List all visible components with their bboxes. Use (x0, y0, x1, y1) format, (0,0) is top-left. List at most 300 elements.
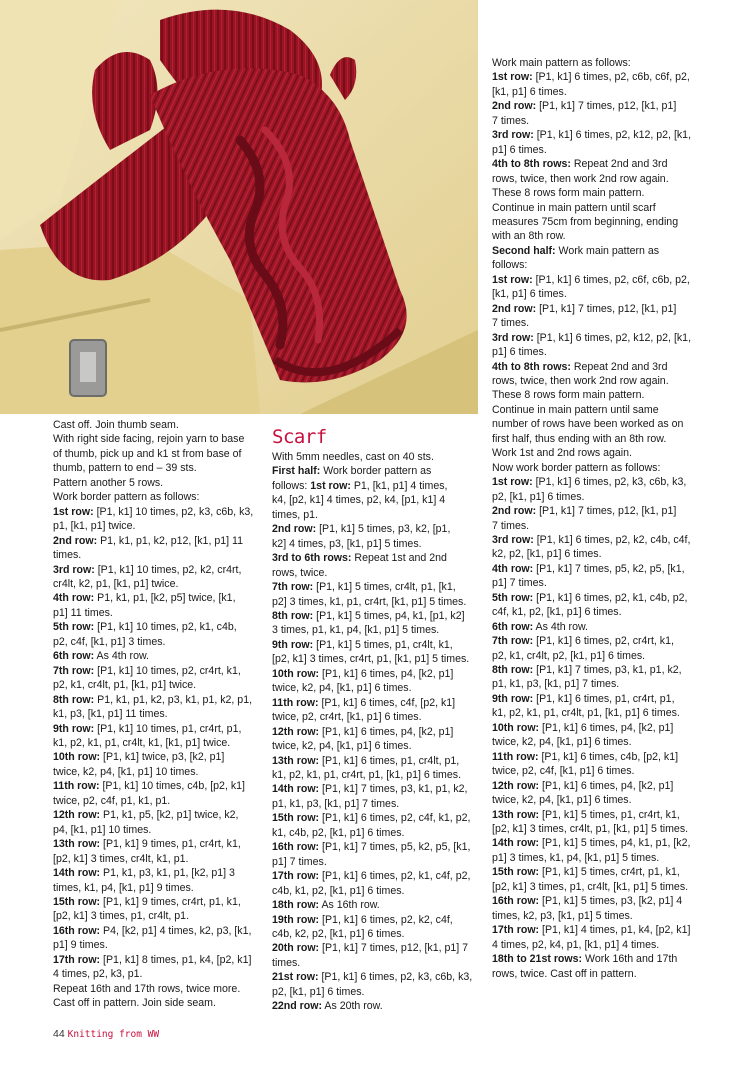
mittens-illustration (0, 0, 478, 414)
instruction-text: Continue in main pattern until same (492, 403, 659, 416)
text-line (272, 840, 482, 854)
text-line (492, 475, 702, 489)
row-label: 18th to 21st rows: (492, 953, 583, 966)
text-line (492, 432, 702, 446)
instruction-text: [P1, k1] 6 times, p4, [k2, p1] (319, 667, 454, 680)
instruction-text: [P1, k1] 7 times, p12, [k1, p1] (536, 100, 677, 113)
text-line (53, 938, 265, 952)
text-line (492, 143, 702, 157)
text-line (492, 504, 702, 518)
instruction-text: 7 times. (492, 519, 530, 532)
text-line (492, 779, 702, 793)
text-line (53, 953, 265, 967)
text-line (53, 765, 265, 779)
instruction-text: Work border pattern as (320, 465, 432, 478)
text-line (53, 620, 265, 634)
instruction-text: As 20th row. (322, 1000, 383, 1013)
instruction-text: Repeat 2nd and 3rd (570, 158, 668, 171)
row-label: 12th row: (492, 779, 540, 792)
text-line (492, 562, 702, 576)
text-line (492, 706, 702, 720)
text-line (272, 667, 482, 681)
text-line (492, 244, 702, 258)
instruction-text: [P1, k1] 10 times, p1, cr4rt, p1, (94, 722, 242, 735)
text-line (272, 826, 482, 840)
text-line (492, 938, 702, 952)
row-label: 2nd row: (53, 534, 98, 547)
instruction-text: k2] 4 times, p3, [k1, p1] 5 times. (272, 537, 422, 550)
row-label: 15th row: (53, 895, 101, 908)
text-line (272, 566, 482, 580)
text-line (492, 967, 702, 981)
instruction-text: Work 1st and 2nd rows again. (492, 447, 632, 460)
text-line (272, 493, 482, 507)
row-label: 19th row: (272, 913, 320, 926)
row-label: 9th row: (272, 638, 314, 651)
text-line (272, 970, 482, 984)
text-line (53, 693, 265, 707)
row-label: 2nd row: (492, 302, 537, 315)
row-label: 17th row: (492, 924, 540, 937)
instruction-text: [P1, k1] 10 times, p2, k2, cr4rt, (94, 563, 242, 576)
instruction-text: Work 16th and 17th (582, 953, 678, 966)
row-label: 1st row: (492, 71, 533, 84)
text-line (492, 85, 702, 99)
text-line (53, 881, 265, 895)
instruction-text: Repeat 1st and 2nd (351, 552, 447, 565)
row-label: 3rd row: (492, 129, 534, 142)
instruction-text: measures 75cm from beginning, ending (492, 215, 679, 228)
scarf-heading: Scarf (272, 426, 327, 448)
text-line (492, 735, 702, 749)
text-line (492, 894, 702, 908)
instruction-text: k1, p2, k1, p1, cr4lt, p1, [k1, p1] 6 times. (492, 707, 680, 720)
row-label: 1st row: (53, 505, 94, 518)
instruction-text: [p2, k1] 3 times, cr4lt, p1, [k1, p1] 5 times. (492, 823, 689, 836)
row-label: 11th row: (492, 750, 539, 763)
text-line (492, 533, 702, 547)
instruction-text: twice, k2, p4, [k1, p1] 6 times. (272, 682, 412, 695)
text-line (492, 388, 702, 402)
text-line (272, 537, 482, 551)
text-line (492, 70, 702, 84)
text-line (492, 114, 702, 128)
text-line (53, 534, 265, 548)
instruction-text: [p2, k1] 3 times, cr4lt, k1, p1. (53, 852, 189, 865)
instruction-text: P1, [k1, p1] 4 times, (350, 479, 448, 492)
row-label: 15th row: (272, 812, 320, 825)
row-label: 3rd row: (492, 533, 534, 546)
scarf-instructions (272, 450, 482, 1014)
row-label: 5th row: (492, 591, 534, 604)
text-line (492, 519, 702, 533)
instruction-text: As 4th row. (533, 620, 588, 633)
text-line (492, 157, 702, 171)
row-label: 3rd to 6th rows: (272, 552, 352, 565)
instruction-text: p2, c4f, [k1, p1] 3 times. (53, 635, 166, 648)
row-label: 9th row: (492, 692, 534, 705)
instruction-text: [P1, k1] 8 times, p1, k4, [p2, k1] (100, 953, 252, 966)
row-label: 5th row: (53, 621, 95, 634)
text-line (492, 446, 702, 460)
instruction-text: [P1, k1] 5 times, cr4rt, p1, k1, (539, 866, 680, 879)
text-line (492, 808, 702, 822)
text-line (53, 794, 265, 808)
instruction-text: [P1, k1] 5 times, p1, cr4lt, k1, (313, 638, 453, 651)
instruction-text: [P1, k1] 5 times, cr4lt, p1, [k1, (313, 581, 456, 594)
instruction-text: 7 times. (492, 317, 530, 330)
instruction-text: [P1, k1] 6 times, p1, cr4rt, p1, (533, 692, 675, 705)
instruction-text: As 16th row. (319, 899, 380, 912)
text-line (53, 649, 265, 663)
instruction-text: times, p1. (272, 508, 318, 521)
row-label: 4th to 8th rows: (492, 158, 571, 171)
text-line (53, 722, 265, 736)
row-label: 2nd row: (492, 100, 537, 113)
text-line (53, 418, 265, 432)
text-line (492, 851, 702, 865)
text-line (272, 725, 482, 739)
instruction-text: [k1, p1] 6 times. (492, 85, 567, 98)
text-column-2 (272, 425, 482, 1014)
text-line (492, 865, 702, 879)
instruction-text: [P1, k1] 6 times, p2, c6b, c6f, p2, (532, 71, 690, 84)
instruction-text: [P1, k1] 6 times, p2, cr4rt, k1, (533, 635, 674, 648)
text-line (272, 768, 482, 782)
row-label: 7th row: (272, 581, 314, 594)
publication-name: Knitting from WW (67, 1029, 160, 1040)
row-label: 2nd row: (492, 505, 537, 518)
text-line (53, 519, 265, 533)
row-label: 3rd row: (492, 331, 534, 344)
text-line (272, 884, 482, 898)
row-label: 4th to 8th rows: (492, 360, 571, 373)
instruction-text: [P1, k1] 4 times, p1, k4, [p2, k1] (539, 924, 691, 937)
instruction-text: Cast off in pattern. Join side seam. (53, 997, 216, 1010)
instruction-text: with an 8th row. (492, 230, 566, 243)
instruction-text: 4 times, p2, k3, p1. (53, 968, 143, 981)
text-line (53, 476, 265, 490)
instruction-text: times, k1, p4, [k1, p1] 9 times. (53, 881, 194, 894)
instruction-text: p1] 7 times. (272, 855, 327, 868)
instruction-text: number of rows have been worked as on (492, 418, 684, 431)
instruction-text: follows: (492, 259, 528, 272)
instruction-text: follows: (272, 479, 311, 492)
instruction-text: [P1, k1] 7 times, p3, k1, p1, k2, (319, 783, 468, 796)
instruction-text: With 5mm needles, cast on 40 sts. (272, 451, 434, 463)
row-label: Second half: (492, 244, 556, 257)
row-label: 12th row: (272, 725, 320, 738)
text-line (53, 852, 265, 866)
instruction-text: [P1, k1] 6 times, p2, k2, c4b, c4f, (533, 533, 691, 546)
instruction-text: [p2, k1] 3 times, p1, cr4lt, [k1, p1] 5 times. (492, 880, 689, 893)
instruction-text: p1] 6 times. (492, 346, 547, 359)
row-label: 8th row: (492, 664, 534, 677)
row-label: 11th row: (272, 696, 319, 709)
text-line (53, 678, 265, 692)
instruction-text: [P1, k1] 7 times, p3, k1, p1, k2, (533, 664, 682, 677)
row-label: 16th row: (53, 924, 101, 937)
instruction-text: [P1, k1] 6 times, p2, k1, c4b, p2, (533, 591, 688, 604)
instruction-text: c4b, k2, p2, [k1, p1] 6 times. (272, 927, 405, 940)
text-line (272, 551, 482, 565)
instruction-text: p1] 11 times. (53, 606, 113, 619)
text-line (272, 739, 482, 753)
instruction-text: k1, p2, k1, p1, cr4lt, k1, [k1, p1] twice. (53, 736, 231, 749)
instruction-text: [P1, k1] 6 times, p1, cr4lt, p1, (319, 754, 460, 767)
text-line (492, 547, 702, 561)
instruction-text: twice, k2, p4, [k1, p1] 6 times. (492, 794, 632, 807)
text-line (492, 692, 702, 706)
instruction-text: [p2, k1] 3 times, p1, cr4lt, p1. (53, 910, 190, 923)
instruction-text: [P1, k1] 6 times, p4, [k2, p1] (319, 725, 454, 738)
text-line (272, 580, 482, 594)
text-line (272, 869, 482, 883)
instruction-text: [P1, k1] 6 times, p2, c6f, c6b, p2, (532, 273, 690, 286)
instruction-text: rows, twice. (272, 566, 328, 579)
instruction-text: P4, [k2, p1] 4 times, k2, p3, [k1, (100, 924, 252, 937)
instruction-text: [P1, k1] 6 times, c4b, [p2, k1] (538, 750, 679, 763)
instruction-text: p2, k1, cr4lt, p1, [k1, p1] twice. (53, 679, 197, 692)
instruction-text: k1, c4b, p2, [k1, p1] 6 times. (272, 826, 405, 839)
instruction-text: k1, p2, k1, p1, cr4rt, p1, [k1, p1] 6 times. (272, 768, 462, 781)
row-label: 16th row: (272, 841, 320, 854)
row-label: 3rd row: (53, 563, 95, 576)
text-line (272, 855, 482, 869)
row-label: 21st row: (272, 971, 319, 984)
text-line (492, 316, 702, 330)
text-line (53, 779, 265, 793)
text-line (272, 956, 482, 970)
text-line (53, 563, 265, 577)
text-line (492, 649, 702, 663)
instruction-text: [P1, k1] 7 times, p12, [k1, p1] (536, 505, 677, 518)
row-label: 15th row: (492, 866, 540, 879)
instruction-text: p1, [k1, p1] twice. (53, 520, 136, 533)
text-line (492, 374, 702, 388)
instruction-text: [P1, k1] 5 times, p4, k1, [p1, k2] (313, 609, 465, 622)
instruction-text: [P1, k1] 6 times, p2, k12, p2, [k1, (533, 129, 692, 142)
instruction-text: twice, k2, p4, [k1, p1] 6 times. (492, 736, 632, 749)
text-line (272, 609, 482, 623)
row-label: 4th row: (492, 562, 534, 575)
instruction-text: 7 times. (492, 114, 530, 127)
instruction-text: p1] 9 times. (53, 939, 108, 952)
instruction-text: rows, twice, then work 2nd row again. (492, 172, 669, 185)
instruction-text: twice, p2, cr4rt, [k1, p1] 6 times. (272, 711, 422, 724)
text-line (492, 721, 702, 735)
row-label: 17th row: (272, 870, 320, 883)
text-line (272, 623, 482, 637)
instruction-text: [P1, k1] 6 times, p2, c4f, k1, p2, (319, 812, 471, 825)
text-line (492, 273, 702, 287)
text-line (492, 287, 702, 301)
instruction-text: twice, k2, p4, [k1, p1] 6 times. (272, 740, 412, 753)
instruction-text: c4b, k1, p2, [k1, p1] 6 times. (272, 884, 405, 897)
row-label: 12th row: (53, 809, 101, 822)
text-line (492, 345, 702, 359)
text-line (492, 258, 702, 272)
text-line (53, 837, 265, 851)
instruction-text: P1, k1, p5, [k2, p1] twice, k2, (100, 809, 239, 822)
instruction-text: [P1, k1] 5 times, p4, k1, p1, [k2, (539, 837, 691, 850)
row-label: 7th row: (53, 664, 95, 677)
instruction-text: [P1, k1] 6 times, p4, [k2, p1] (539, 779, 674, 792)
instruction-text: [P1, k1] 7 times, p12, [k1, p1] (536, 302, 677, 315)
row-label: 14th row: (53, 867, 101, 880)
row-label: 22nd row: (272, 1000, 323, 1013)
text-line (492, 229, 702, 243)
instruction-text: Repeat 16th and 17th rows, twice more. (53, 982, 241, 995)
text-line (272, 464, 482, 478)
instruction-text: P1, k1, p1, [k2, p5] twice, [k1, (94, 592, 236, 605)
text-line (272, 638, 482, 652)
instruction-text: times. (272, 956, 301, 969)
text-line (53, 823, 265, 837)
text-line (492, 605, 702, 619)
row-label: 18th row: (272, 899, 320, 912)
instruction-text: twice, p2, c4f, [k1, p1] 6 times. (492, 765, 635, 778)
text-line (53, 967, 265, 981)
text-line (53, 982, 265, 996)
instruction-text: P1, k1, p3, k1, p1, [k2, p1] 3 (100, 867, 235, 880)
knitted-mittens-photo (0, 0, 478, 414)
instruction-text: p1] 7 times. (492, 577, 547, 590)
instruction-text: [P1, k1] 10 times, p2, cr4rt, k1, (94, 664, 241, 677)
text-line (272, 927, 482, 941)
text-line (272, 782, 482, 796)
text-line (272, 508, 482, 522)
instruction-text: These 8 rows form main pattern. (492, 389, 645, 402)
row-label: 4th row: (53, 592, 95, 605)
row-label: 13th row: (272, 754, 320, 767)
text-line (272, 985, 482, 999)
instruction-text: k4, [p2, k1] 4 times, p2, k4, [p1, k1] 4 (272, 494, 446, 507)
text-line (272, 479, 482, 493)
text-line (272, 999, 482, 1013)
instruction-text: of thumb, pick up and k1 st from base of (53, 447, 242, 460)
text-line (492, 576, 702, 590)
text-column-1 (53, 418, 265, 1011)
text-line (492, 186, 702, 200)
instruction-text: twice, k2, p4, [k1, p1] 10 times. (53, 765, 199, 778)
row-label: 8th row: (272, 609, 314, 622)
text-line (53, 750, 265, 764)
text-line (492, 822, 702, 836)
instruction-text: p2, [k1, p1] 6 times. (272, 985, 365, 998)
text-line (492, 172, 702, 186)
row-label: 10th row: (492, 721, 540, 734)
text-line (272, 710, 482, 724)
instruction-text: Pattern another 5 rows. (53, 476, 164, 489)
instruction-text: [P1, k1] 6 times, p2, k2, c4f, (319, 913, 453, 926)
text-line (53, 591, 265, 605)
page-number: 44 (53, 1028, 65, 1040)
text-line (272, 913, 482, 927)
instruction-text: times, k2, p3, [k1, p1] 5 times. (492, 909, 633, 922)
instruction-text: As 4th row. (94, 650, 149, 663)
text-line (53, 606, 265, 620)
row-label: 14th row: (492, 837, 540, 850)
text-line (272, 898, 482, 912)
row-label: 2nd row: (272, 523, 317, 536)
text-line (492, 880, 702, 894)
text-line (492, 750, 702, 764)
instruction-text: [P1, k1] 6 times, c4f, [p2, k1] (318, 696, 456, 709)
instruction-text: first half, thus ending with an 8th row. (492, 432, 667, 445)
instruction-text: [P1, k1] twice, p3, [k2, p1] (100, 751, 225, 764)
row-label: 1st row: (492, 476, 533, 489)
text-line (272, 450, 482, 464)
text-line (272, 681, 482, 695)
text-line (53, 505, 265, 519)
instruction-text: Now work border pattern as follows: (492, 461, 661, 474)
text-line (53, 577, 265, 591)
instruction-text: k2, p2, [k1, p1] 6 times. (492, 548, 602, 561)
row-label: 1st row: (492, 273, 533, 286)
instruction-text: p1, k1, p3, [k1, p1] 7 times. (492, 678, 620, 691)
text-line (272, 797, 482, 811)
text-line (492, 909, 702, 923)
text-line (492, 128, 702, 142)
instruction-text: [P1, k1] 10 times, p2, k3, c6b, k3, (93, 505, 254, 518)
row-label: 17th row: (53, 953, 101, 966)
text-line (492, 56, 702, 70)
text-line (492, 620, 702, 634)
text-line (272, 811, 482, 825)
text-line (53, 924, 265, 938)
text-line (53, 707, 265, 721)
instruction-text: c4f, k1, p2, [k1, p1] 6 times. (492, 606, 622, 619)
row-label: 7th row: (492, 635, 534, 648)
text-line (492, 836, 702, 850)
instruction-text: P1, k1, p1, k2, p3, k1, p1, k2, p1, (94, 693, 253, 706)
text-line (53, 548, 265, 562)
instruction-text: [P1, k1] 6 times, p2, k3, c6b, k3, (318, 971, 473, 984)
instruction-text: P1, k1, p1, k2, p12, [k1, p1] 11 (97, 534, 243, 547)
instruction-text: [P1, k1] 6 times, p4, [k2, p1] (539, 721, 674, 734)
text-line (492, 302, 702, 316)
instruction-text: [P1, k1] 5 times, p3, k2, [p1, (316, 523, 451, 536)
row-label: 14th row: (272, 783, 320, 796)
row-label: 1st row: (310, 479, 351, 492)
text-line (53, 866, 265, 880)
text-line (53, 664, 265, 678)
instruction-text: Repeat 2nd and 3rd (570, 360, 668, 373)
instruction-text: p1] 6 times. (492, 143, 547, 156)
text-line (53, 736, 265, 750)
instruction-text: [P1, k1] 7 times, p5, k2, p5, [k1, (319, 841, 471, 854)
text-line (53, 996, 265, 1010)
text-line (492, 461, 702, 475)
text-line (53, 432, 265, 446)
instruction-text: [P1, k1] 5 times, p1, cr4rt, k1, (539, 808, 680, 821)
row-label: 11th row: (53, 780, 100, 793)
instruction-text: 3 times, p1, k1, p4, [k1, p1] 5 times. (272, 624, 440, 637)
row-label: 13th row: (492, 808, 540, 821)
instruction-text: [P1, k1] 9 times, p1, cr4rt, k1, (100, 838, 241, 851)
text-line (492, 677, 702, 691)
instruction-text: [p2, k1] 3 times, cr4rt, p1, [k1, p1] 5 times. (272, 653, 470, 666)
instruction-text: [P1, k1] 7 times, p5, k2, p5, [k1, (533, 562, 685, 575)
text-line (492, 99, 702, 113)
text-line (492, 663, 702, 677)
row-label: 16th row: (492, 895, 540, 908)
text-line (492, 923, 702, 937)
text-line (53, 461, 265, 475)
row-label: 20th row: (272, 942, 320, 955)
text-line (272, 595, 482, 609)
